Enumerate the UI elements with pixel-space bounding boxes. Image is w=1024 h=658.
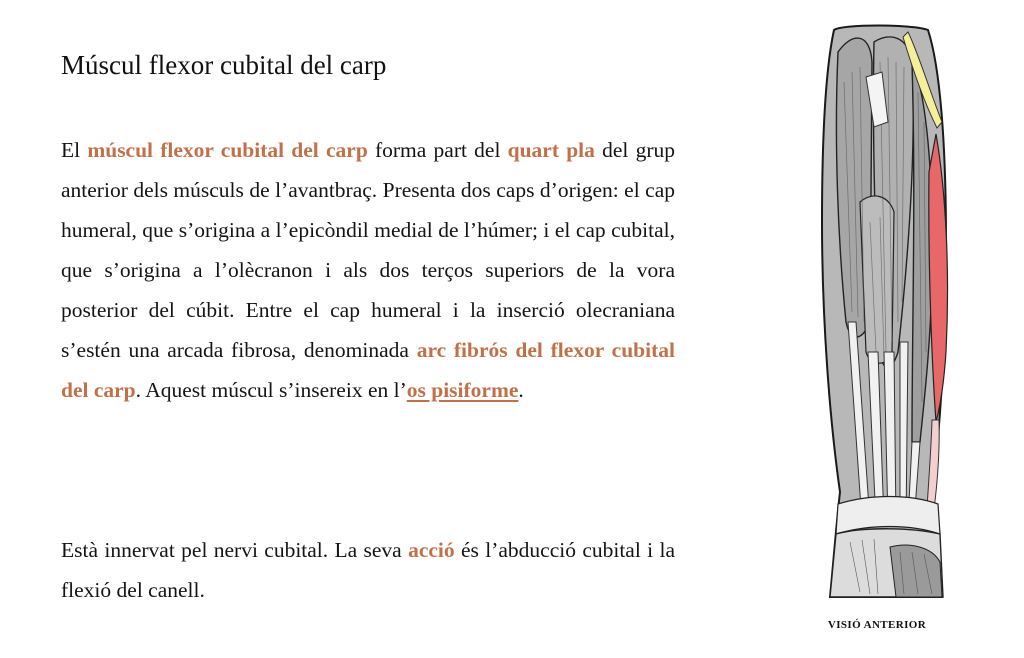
text-run: El <box>61 138 88 162</box>
muscle-belly <box>860 196 894 363</box>
text-run: és l’abducció cubital i la flexió del canell. <box>61 538 675 602</box>
article-title: Múscul flexor cubital del carp <box>61 50 387 80</box>
text-run: Està innervat pel nervi cubital. La seva <box>61 538 409 562</box>
keyword-accio: acció <box>408 538 455 562</box>
description-paragraph <box>61 130 675 410</box>
text-run: del grup anterior dels músculs de l’avantbraç. Presenta dos caps d’origen: el cap humeral, que s’origina a l’epicòndil medial de l’húmer; i el cap cubital, que s’origina a l’olècranon i als dos terços superiors de la vora posterior del cúbit. Entre el cap humeral i la inserció olecraniana s’estén una arcada fibrosa, denominada <box>61 138 675 362</box>
keyword-flexor-cubital-del-carp: múscul flexor cubital del carp <box>87 138 368 162</box>
keyword-quart-pla: quart pla <box>507 138 595 162</box>
innervation-paragraph <box>61 530 675 610</box>
forearm-anatomy-illustration <box>800 22 960 612</box>
keyword-arc-fibros: arc fibrós del flexor cubital del carp <box>61 338 675 402</box>
text-run: . <box>518 378 524 402</box>
text-run: . Aquest múscul s’insereix en l’ <box>135 378 407 402</box>
text-run: forma part del <box>367 138 508 162</box>
figure-caption: VISIÓ ANTERIOR <box>827 619 927 631</box>
link-os-pisiforme[interactable]: os pisiforme <box>406 378 519 402</box>
